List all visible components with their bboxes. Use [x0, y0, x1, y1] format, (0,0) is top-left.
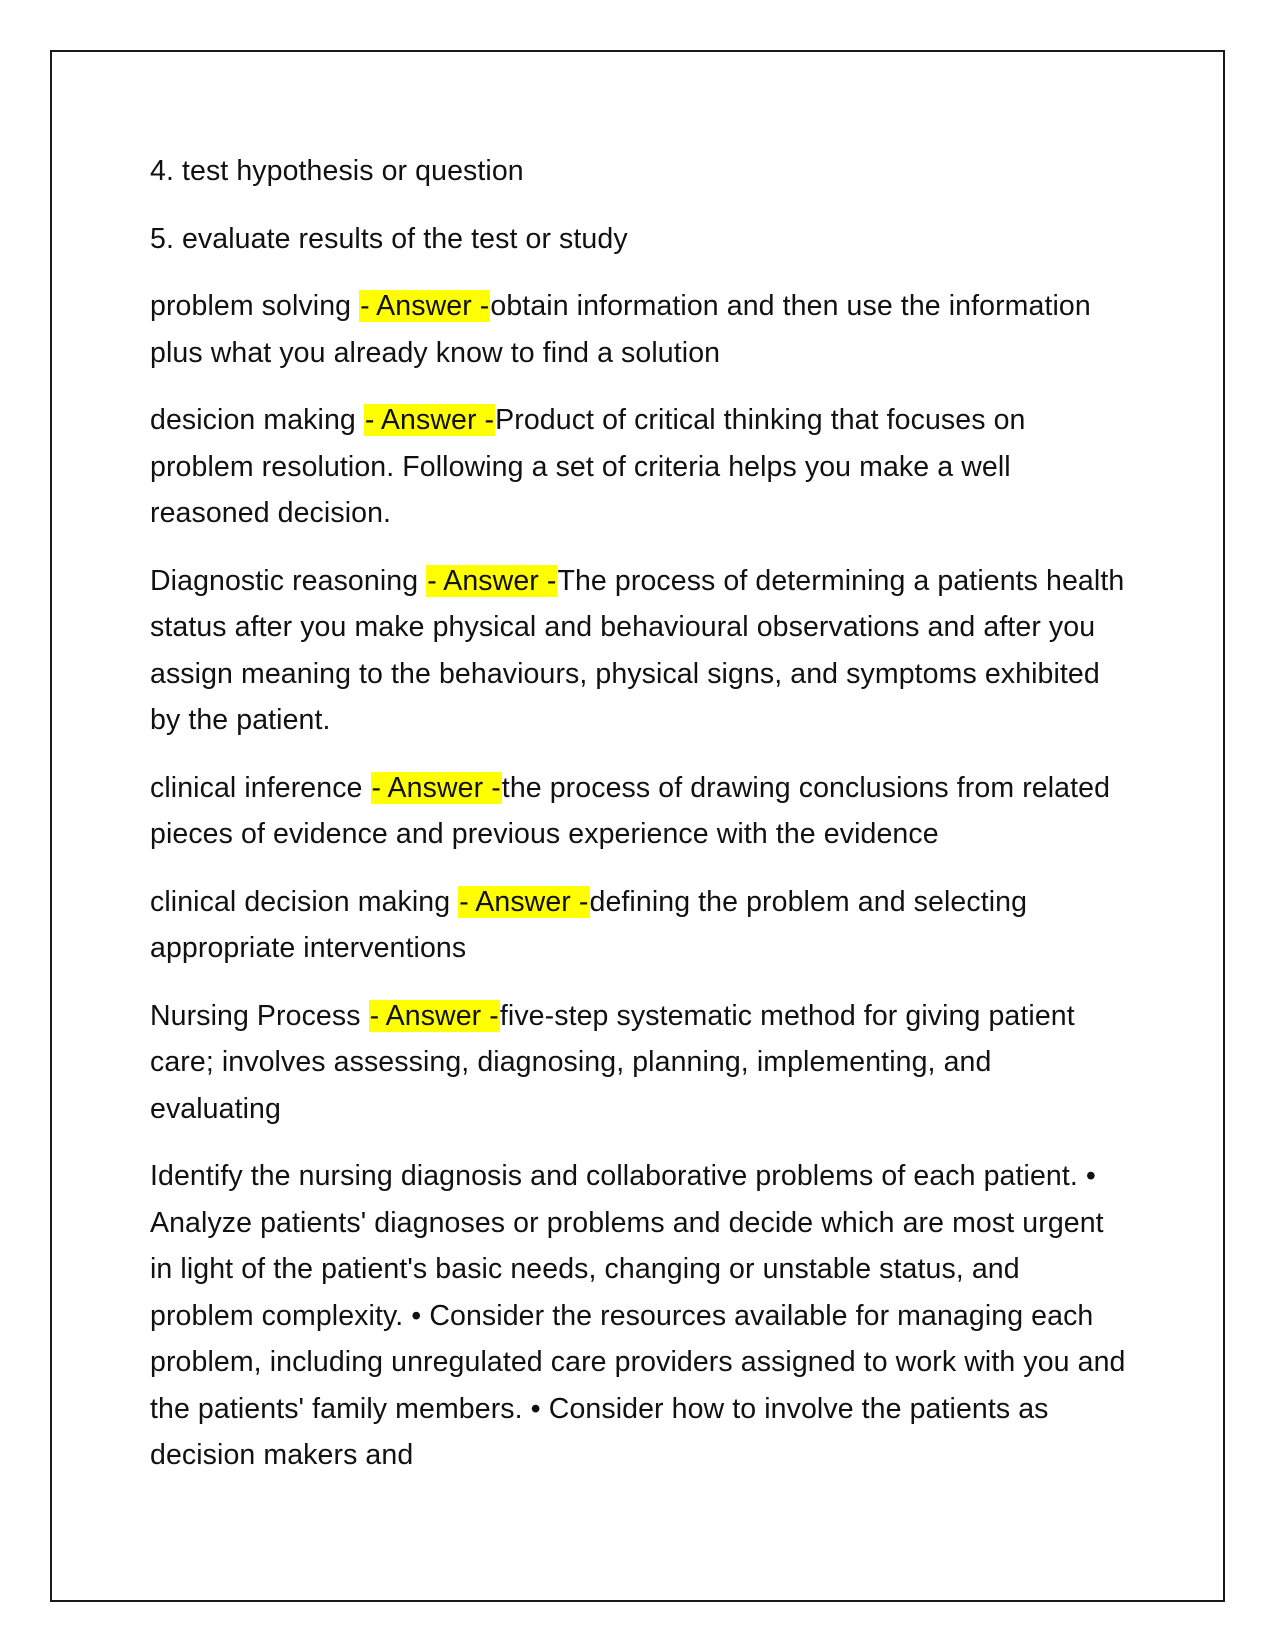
document-body: [150, 148, 1130, 1500]
answer-highlight: - Answer -: [369, 999, 499, 1032]
flashcard-entry: [150, 879, 1130, 972]
step-item: 5. evaluate results of the test or study: [150, 222, 628, 255]
term: clinical inference: [150, 771, 371, 804]
answer-highlight: - Answer -: [459, 885, 589, 918]
definition: obtain information and then use the information plus what you already know to find a solution: [150, 290, 1091, 369]
flashcard-entry: [150, 283, 1130, 376]
term: clinical decision making: [150, 885, 459, 918]
flashcard-entry: [150, 397, 1130, 537]
flashcard-entry: [150, 765, 1130, 858]
closing-paragraph: Identify the nursing diagnosis and collaborative problems of each patient. • Analyze patients' diagnoses or problems and decide which are most urgent in light of the patient's basic needs, changing or unstable status, and problem complexity. • Consider the resources available for managing each problem, including unregulated care providers assigned to work with you and the patients' family members. • Consider how to involve the patients as decision makers and: [150, 1160, 1126, 1471]
definition: defining the problem and selecting appropriate interventions: [150, 885, 1028, 964]
flashcard-entry: [150, 558, 1130, 744]
answer-highlight: - Answer -: [371, 771, 501, 804]
definition: five-step systematic method for giving patient care; involves assessing, diagnosing, planning, implementing, and evaluating: [150, 999, 1075, 1125]
term: Nursing Process: [150, 999, 369, 1032]
definition: the process of drawing conclusions from related pieces of evidence and previous experience with the evidence: [150, 771, 1111, 850]
term: problem solving: [150, 290, 360, 322]
flashcard-entry: [150, 993, 1130, 1133]
definition: The process of determining a patients health status after you make physical and behavioural observations and after you assign meaning to the behaviours, physical signs, and symptoms exhibited by the patient.: [150, 564, 1125, 736]
answer-highlight: - Answer -: [360, 290, 490, 322]
term: Diagnostic reasoning: [150, 564, 427, 597]
answer-highlight: - Answer -: [364, 404, 495, 436]
step-item: 4. test hypothesis or question: [150, 155, 524, 187]
definition: Product of critical thinking that focuses on problem resolution. Following a set of criteria helps you make a well reasoned decision.: [150, 404, 1026, 529]
answer-highlight: - Answer -: [427, 564, 557, 597]
term: desicion making: [150, 404, 364, 436]
